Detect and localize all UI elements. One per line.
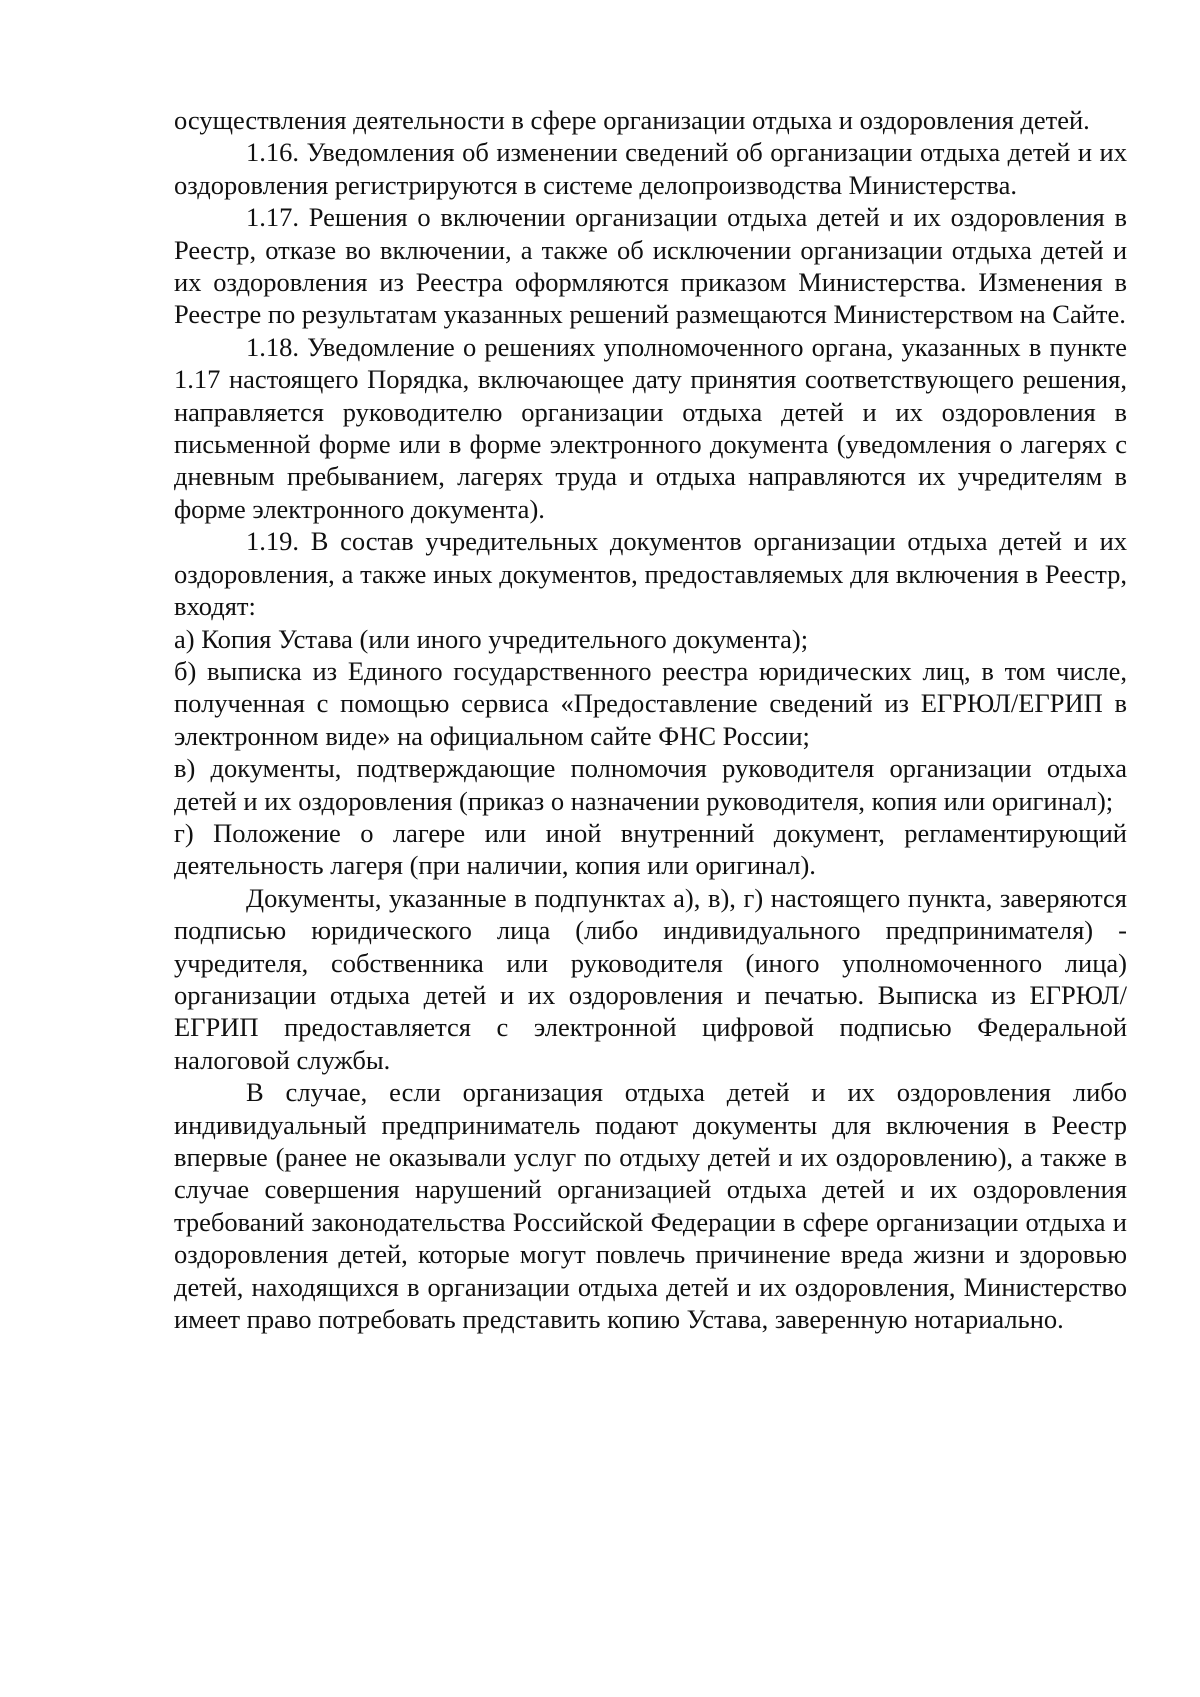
paragraph-continuation: осуществления деятельности в сфере организации отдыха и оздоровления детей. <box>174 105 1090 135</box>
paragraph-1-16: 1.16. Уведомления об изменении сведений об организации отдыха детей и их оздоровления регистрируются в системе делопроизводства Министерства. <box>174 137 1127 200</box>
list-item-b: б) выписка из Единого государственного реестра юридических лиц, в том числе, полученная с помощью сервиса «Предоставление сведений из ЕГРЮЛ/ЕГРИП в электронном виде» на официальном сайте ФНС России; <box>174 655 1127 751</box>
list-item-a: а) Копия Устава (или иного учредительного документа); <box>174 623 809 654</box>
paragraph-first-time-inclusion: В случае, если организация отдыха детей и их оздоровления либо индивидуальный предприниматель подают документы для включения в Реестр впервые (ранее не оказывали услуг по отдыху детей и их оздоровлению), а также в случае совершения нарушений организацией отдыха детей и их оздоровления требований законодательства Российской Федерации в сфере организации отдыха и оздоровления детей, которые могут повлечь причинение вреда жизни и здоровью детей, находящихся в организации отдыха детей и их оздоровления, Министерство имеет право потребовать представить копию Устава, заверенную нотариально. <box>174 1077 1127 1335</box>
paragraph-documents-certified: Документы, указанные в подпунктах а), в), г) настоящего пункта, заверяются подписью юридического лица (либо индивидуального предпринимателя) - учредителя, собственника или руководителя (иного уполномоченного лица) организации отдыха детей и их оздоровления и печатью. Выписка из ЕГРЮЛ/ЕГРИП предоставляется с электронной цифровой подписью Федеральной налоговой службы. <box>174 882 1127 1075</box>
list-item-v: в) документы, подтверждающие полномочия руководителя организации отдыха детей и их оздоровления (приказ о назначении руководителя, копия или оригинал); <box>174 753 1127 816</box>
paragraph-1-18: 1.18. Уведомление о решениях уполномоченного органа, указанных в пункте 1.17 настоящего Порядка, включающее дату принятия соответствующего решения, направляется руководителю организации отдыха детей и их оздоровления в письменной форме или в форме электронного документа (уведомления о лагерях с дневным пребыванием, лагерях труда и отдыха направляются их учредителям в форме электронного документа). <box>174 331 1127 524</box>
list-item-g: г) Положение о лагере или иной внутренний документ, регламентирующий деятельность лагеря (при наличии, копия или оригинал). <box>174 817 1127 881</box>
document-page <box>174 104 1127 1335</box>
paragraph-1-17: 1.17. Решения о включении организации отдыха детей и их оздоровления в Реестр, отказе во включении, а также об исключении организации отдыха детей и их оздоровления из Реестра оформляются приказом Министерства. Изменения в Реестре по результатам указанных решений размещаются Министерством на Сайте. <box>174 202 1127 330</box>
paragraph-1-19: 1.19. В состав учредительных документов организации отдыха детей и их оздоровления, а также иных документов, предоставляемых для включения в Реестр, входят: <box>174 526 1127 622</box>
